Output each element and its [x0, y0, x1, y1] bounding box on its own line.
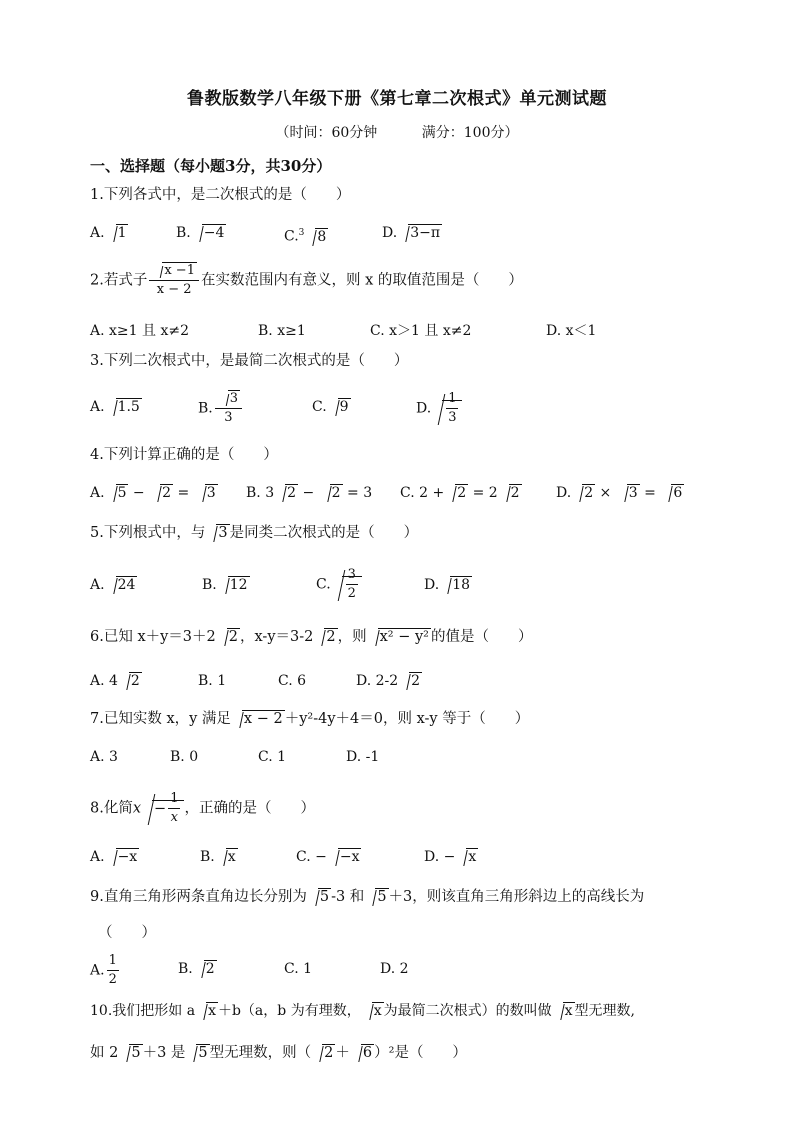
q9-option-a: A. $\frac{1}{2}$	[90, 953, 117, 987]
page-title: 鲁教版数学八年级下册《第七章二次根式》单元测试题	[187, 89, 607, 109]
q8-option-c: C. − −x	[296, 846, 361, 868]
question-10-stem: 10.我们把形如 a x ＋b（a，b 为有理数， x 为最简二次根式）的数叫做 x 型无理数,	[90, 1000, 635, 1022]
question-6-stem: 6.已知 x＋y＝3＋2 2 ，x-y＝3-2 2 ，则 x² − y² 的值是（ ）	[90, 626, 532, 648]
q1-option-c: C.$^3$ 8	[284, 222, 328, 248]
q6-option-c: C. 6	[278, 673, 307, 689]
q4-option-d: D. 2 × 3 = 6	[556, 482, 684, 504]
question-2-stem: 2.若式子 $\frac{x -1}{x - 2}$ 在实数范围内有意义，则 x 的取值范围是（ ）	[90, 263, 523, 297]
q3-option-d: D. $\frac{1}{3}$	[416, 390, 462, 427]
q8-option-a: A. −x	[90, 846, 139, 868]
q4-option-b: B. 3 2 − 2 = 3	[246, 482, 372, 504]
question-9-paren: （ ）	[98, 925, 156, 941]
question-1-stem: 1.下列各式中，是二次根式的是（ ）	[90, 187, 351, 203]
q6-option-b: B. 1	[198, 673, 227, 689]
question-10-line2: 如 2 5 ＋3 是 5 型无理数，则（ 2 ＋ 6 ）²是（ ）	[90, 1042, 467, 1064]
q1-option-d: D. 3−π	[382, 222, 442, 244]
q3-option-b: B. $\frac{3}{3}$	[198, 390, 244, 427]
q3-option-c: C. 9	[312, 396, 351, 418]
q3-option-a: A. 1.5	[90, 396, 142, 418]
q6-option-d: D. 2-2 2	[356, 670, 422, 692]
q5-option-a: A. 24	[90, 574, 137, 596]
question-9-stem: 9.直角三角形两条直角边长分别为 5 -3 和 5 ＋3，则该直角三角形斜边上的高线长为	[90, 886, 644, 908]
exam-time: （时间：60分钟	[275, 125, 378, 141]
q5-option-d: D. 18	[424, 574, 472, 596]
q5-option-c: C. $\frac{3}{2}$	[316, 566, 362, 603]
question-5-stem: 5.下列根式中，与 3 是同类二次根式的是（ ）	[90, 522, 418, 544]
q2-option-b: B. x≥1	[258, 323, 306, 339]
question-4-stem: 4.下列计算正确的是（ ）	[90, 447, 278, 463]
q9-option-d: D. 2	[380, 961, 409, 977]
question-7-stem: 7.已知实数 x，y 满足 x − 2 ＋y²-4y＋4＝0，则 x-y 等于（ ）	[90, 708, 529, 730]
q9-option-c: C. 1	[284, 961, 313, 977]
q7-option-d: D. -1	[346, 749, 380, 765]
q7-option-b: B. 0	[170, 749, 199, 765]
question-8-stem: 8.化简x − $\frac{1}{x}$ ，正确的是（ ）	[90, 791, 315, 825]
q4-option-a: A. 5 − 2 = 3	[90, 482, 218, 504]
q2-option-c: C. x＞1 且 x≠2	[370, 323, 472, 339]
q9-option-b: B. 2	[178, 958, 217, 980]
q6-option-a: A. 4 2	[90, 670, 142, 692]
exam-score: 满分：100分）	[421, 125, 519, 141]
q1-option-a: A. 1	[90, 222, 128, 244]
q8-option-d: D. − x	[424, 846, 478, 868]
q2-option-d: D. x＜1	[546, 323, 597, 339]
q4-option-c: C. 2 + 2 = 2 2	[400, 482, 522, 504]
q5-option-b: B. 12	[202, 574, 250, 596]
q2-option-a: A. x≥1 且 x≠2	[90, 323, 189, 339]
exam-meta	[0, 122, 794, 142]
q7-option-c: C. 1	[258, 749, 287, 765]
q1-option-b: B. −4	[176, 222, 226, 244]
q8-option-b: B. x	[200, 846, 238, 868]
section-heading: 一、选择题（每小题3分，共30分）	[90, 157, 332, 175]
q7-option-a: A. 3	[90, 749, 118, 765]
question-3-stem: 3.下列二次根式中，是最简二次根式的是（ ）	[90, 353, 409, 369]
